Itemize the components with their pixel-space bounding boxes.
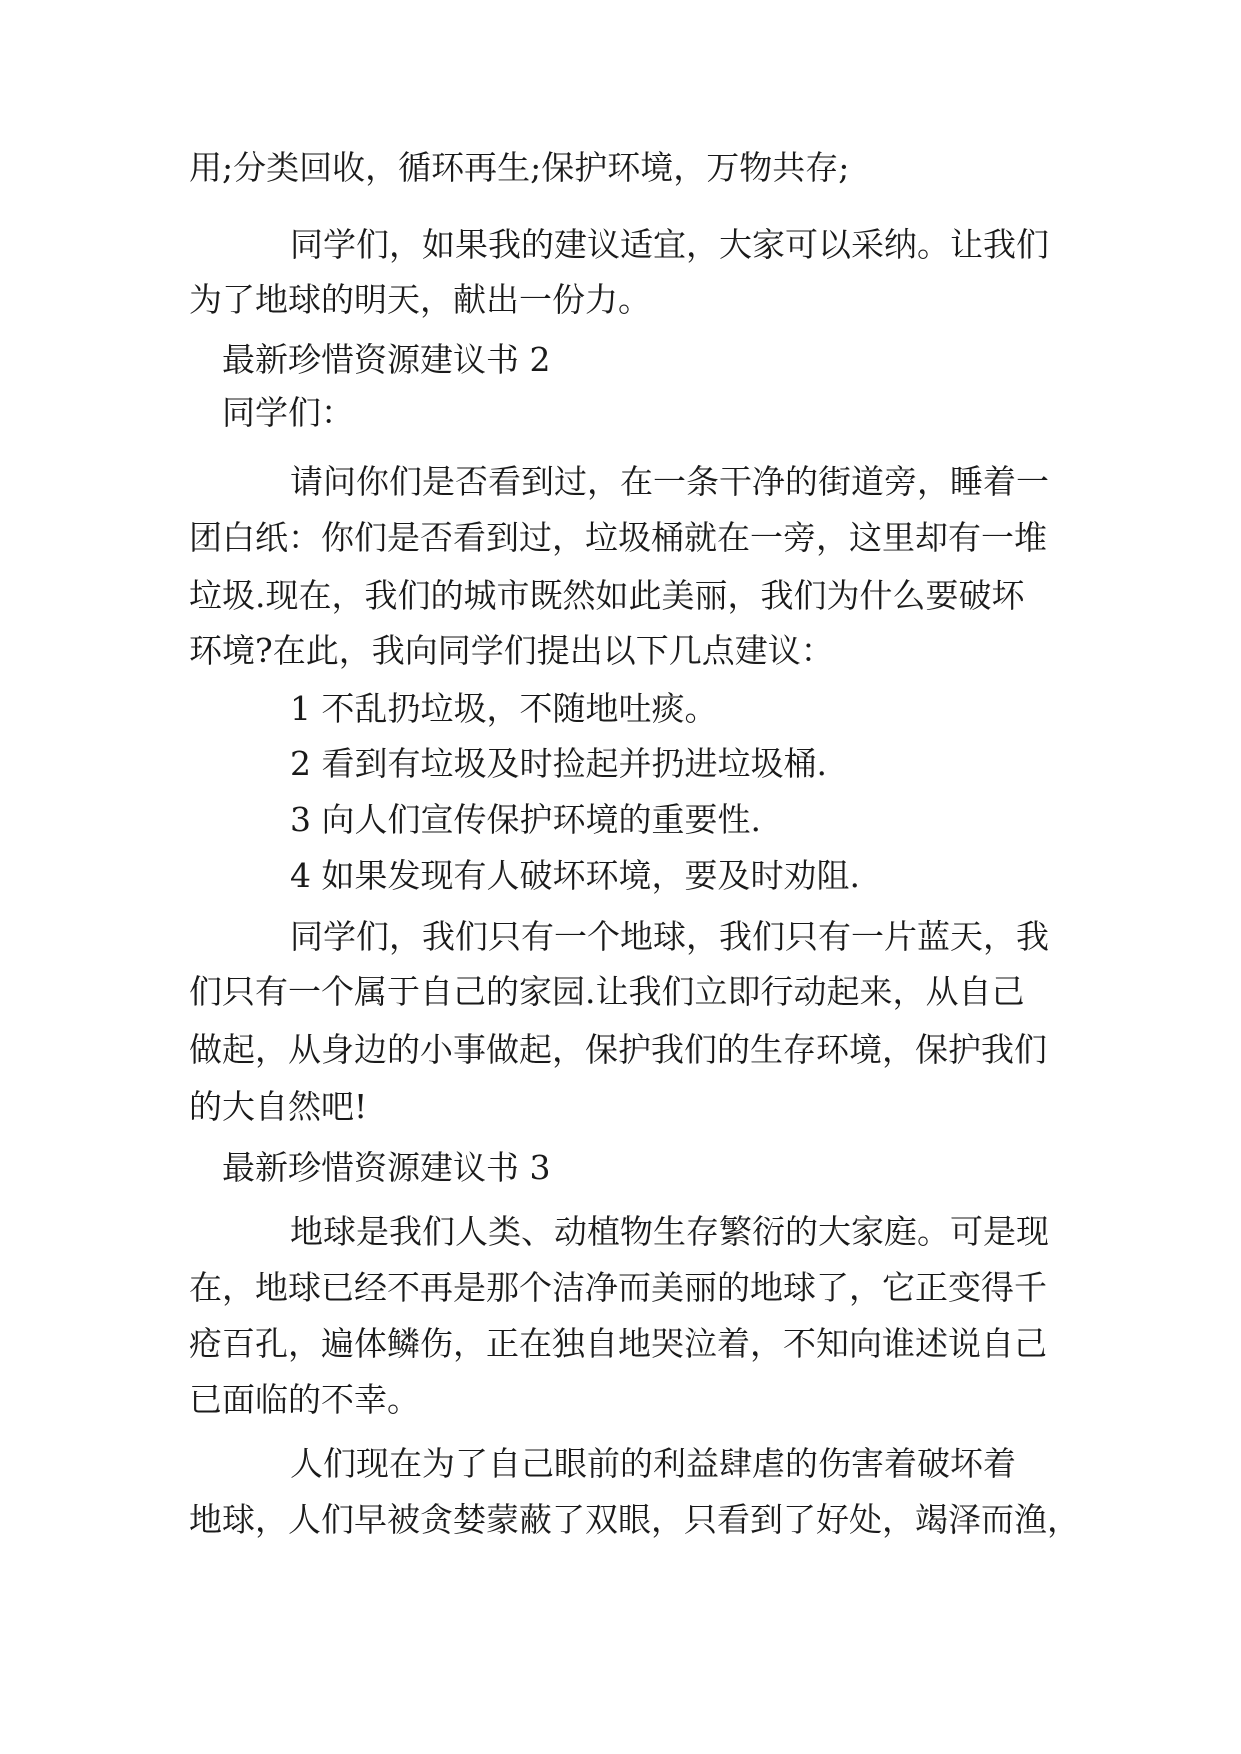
text-line: 疮百孔，遍体鳞伤，正在独自地哭泣着，不知向谁述说自己 — [189, 1324, 1047, 1363]
text-line: 垃圾.现在，我们的城市既然如此美丽，我们为什么要破坏 — [189, 576, 1025, 615]
text-line: 用;分类回收，循环再生;保护环境，万物共存; — [189, 148, 850, 187]
text-line: 做起，从身边的小事做起，保护我们的生存环境，保护我们 — [189, 1030, 1047, 1069]
text-line: 们只有一个属于自己的家园.让我们立即行动起来，从自己 — [189, 972, 1025, 1011]
text-line: 的大自然吧! — [189, 1087, 368, 1126]
section-heading: 最新珍惜资源建议书 2 — [222, 340, 551, 379]
text-line: 人们现在为了自己眼前的利益肆虐的伤害着破坏着 — [290, 1444, 1016, 1483]
list-item: 1 不乱扔垃圾，不随地吐痰。 — [290, 689, 718, 728]
salutation: 同学们： — [222, 393, 354, 432]
text-line: 在，地球已经不再是那个洁净而美丽的地球了，它正变得千 — [189, 1268, 1047, 1307]
text-line: 同学们，如果我的建议适宜，大家可以采纳。让我们 — [290, 225, 1049, 264]
text-line: 地球，人们早被贪婪蒙蔽了双眼，只看到了好处，竭泽而渔， — [189, 1500, 1080, 1539]
list-item: 4 如果发现有人破坏环境，要及时劝阻. — [290, 856, 860, 895]
text-line: 同学们，我们只有一个地球，我们只有一片蓝天，我 — [290, 917, 1049, 956]
text-line: 请问你们是否看到过，在一条干净的街道旁，睡着一 — [290, 462, 1049, 501]
list-item: 2 看到有垃圾及时捡起并扔进垃圾桶. — [290, 744, 827, 783]
text-line: 环境?在此，我向同学们提出以下几点建议： — [189, 631, 834, 670]
text-line: 团白纸：你们是否看到过，垃圾桶就在一旁，这里却有一堆 — [189, 518, 1047, 557]
list-item: 3 向人们宣传保护环境的重要性. — [290, 800, 761, 839]
text-line: 已面临的不幸。 — [189, 1380, 420, 1419]
text-line: 为了地球的明天，献出一份力。 — [189, 280, 651, 319]
text-line: 地球是我们人类、动植物生存繁衍的大家庭。可是现 — [290, 1212, 1049, 1251]
section-heading: 最新珍惜资源建议书 3 — [222, 1148, 551, 1187]
